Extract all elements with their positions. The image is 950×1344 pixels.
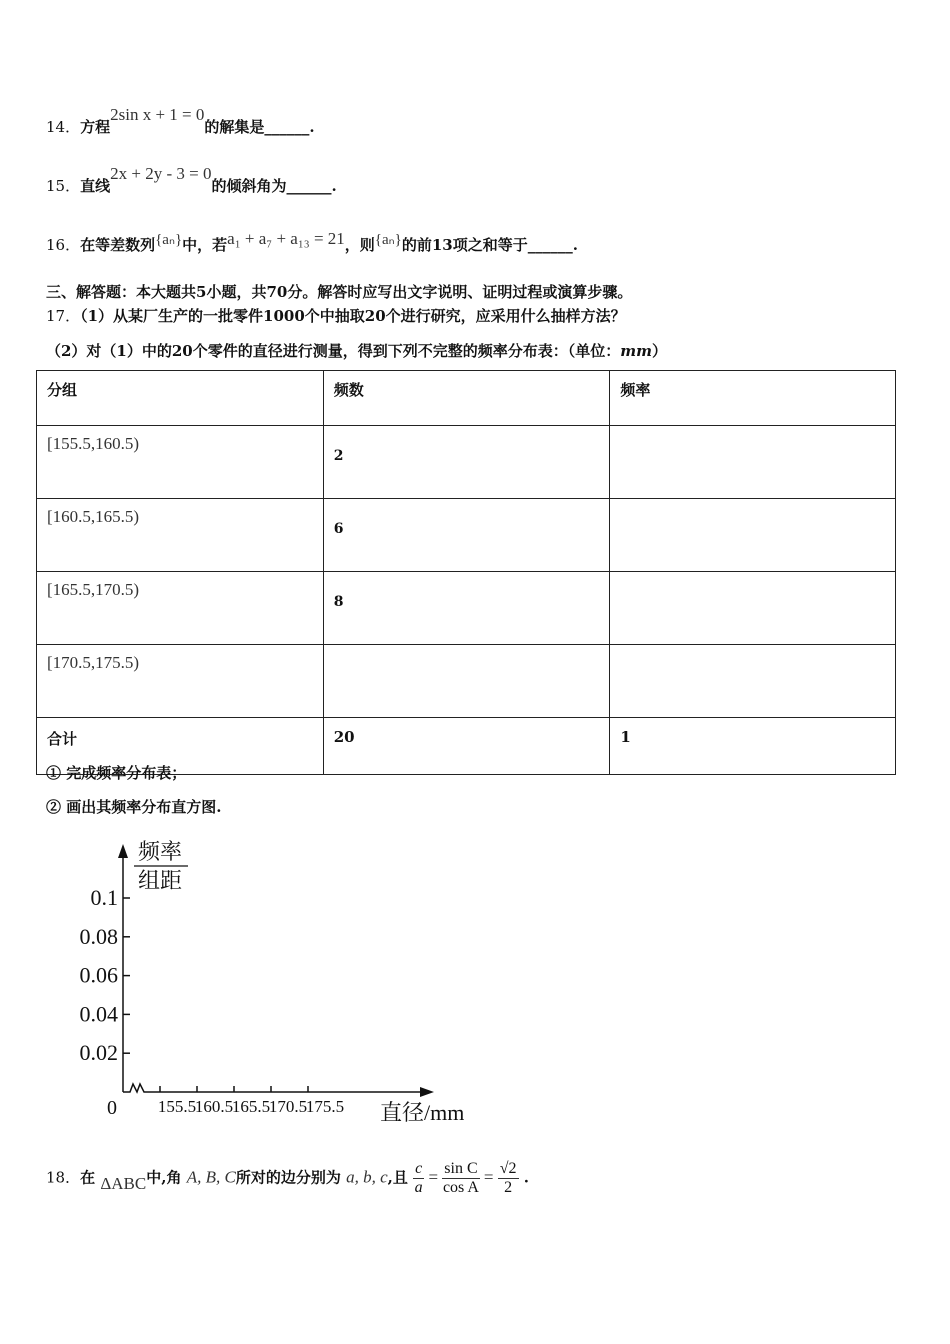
sequence-symbol: {aₙ} (155, 232, 183, 248)
group-frequency-cell[interactable] (610, 426, 896, 499)
origin-label: 0 (107, 1097, 117, 1119)
step-2: ② 画出其频率分布直方图. (46, 798, 222, 816)
group-interval: [160.5,165.5) (47, 507, 140, 526)
y-tick-label: 0.08 (79, 923, 118, 949)
fraction-sinc-over-cosa: $\frac{\text{sin C}}{\text{cos A}}$ (442, 1160, 479, 1196)
question-number: 15． (46, 177, 81, 195)
y-tick-label: 0.04 (79, 1001, 118, 1027)
table-row (37, 572, 896, 645)
angle-symbols: A, B, C (186, 1167, 236, 1187)
group-count: 2 (333, 448, 344, 464)
fraction-c-over-a: $\frac{c}{a}$ (414, 1160, 423, 1196)
answer-blank: ______ (286, 177, 332, 195)
header-frequency: 频率 (610, 371, 896, 426)
x-tick-label: 165.5 (231, 1097, 271, 1116)
total-count: 20 (323, 718, 610, 775)
group-count-cell[interactable] (334, 645, 600, 667)
y-tick-label: 0.06 (79, 962, 118, 988)
group-frequency-cell[interactable] (610, 499, 896, 572)
question-number: 14． (46, 118, 81, 136)
step-1: ① 完成频率分布表； (46, 764, 187, 782)
triangle-symbol: ΔABC (100, 1173, 147, 1193)
total-frequency: 1 (610, 718, 896, 775)
section-heading: 三、解答题：本大题共5小题，共70分。解答时应写出文字说明、证明过程或演算步骤。 (46, 283, 633, 301)
histogram-axes (60, 830, 500, 1130)
question-17-part1: 17．（1）从某厂生产的一批零件1000个中抽取20个进行研究，应采用什么抽样方法？ (46, 307, 626, 325)
table-row (37, 499, 896, 572)
group-frequency-cell[interactable] (610, 645, 896, 718)
equation: 2sin x + 1 = 0 (110, 105, 205, 124)
group-count: 8 (333, 594, 344, 610)
table-row (37, 426, 896, 499)
question-16: 16．在等差数列{aₙ}中，若a₁ + a₇ + a₁₃ = 21，则{aₙ}的前13项之和等于______. (46, 229, 578, 254)
question-15: 15．直线2x + 2y - 3 = 0的倾斜角为______. (46, 164, 337, 195)
question-number: 16． (46, 236, 81, 254)
equation: 2x + 2y - 3 = 0 (110, 164, 212, 183)
question-number: 18． (46, 1168, 81, 1187)
unit: mm (620, 342, 653, 360)
condition-equation: a₁ + a₇ + a₁₃ = 21 (227, 229, 345, 248)
question-number: 17． (46, 307, 81, 325)
group-interval: [165.5,170.5) (47, 580, 140, 599)
answer-blank: ______ (264, 118, 310, 136)
table-row (37, 645, 896, 718)
header-group: 分组 (37, 371, 324, 426)
x-axis-arrow (420, 1087, 434, 1097)
y-tick-label: 0.02 (79, 1040, 118, 1066)
x-tick-label: 170.5 (268, 1097, 308, 1116)
x-tick-label: 160.5 (194, 1097, 234, 1116)
sequence-symbol: {aₙ} (374, 232, 402, 248)
y-tick-label: 0.1 (90, 885, 118, 910)
y-axis-label-top: 频率 (138, 839, 183, 864)
frequency-table (36, 370, 896, 775)
question-14: 14．方程2sin x + 1 = 0的解集是______. (46, 105, 315, 136)
group-frequency-cell[interactable] (610, 572, 896, 645)
group-interval: [155.5,160.5) (47, 434, 140, 453)
side-symbols: a, b, c (346, 1167, 388, 1187)
group-count: 6 (333, 521, 344, 537)
question-18: 18．在 ΔABC中,角 A, B, C所对的边分别为 a, b, c,且 $\frac{c}{a}$ = $\frac{\text{sin C}}{\text{cos A}}$ = $\frac{√2}{2}$ . (46, 1160, 529, 1196)
total-label: 合计 (37, 718, 324, 775)
x-axis-line (123, 1084, 425, 1092)
fraction-sqrt2-over-2: $\frac{√2}{2}$ (499, 1160, 517, 1196)
group-interval: [170.5,175.5) (47, 653, 140, 672)
x-tick-label: 155.5 (157, 1097, 197, 1116)
question-17-part2: （2）对（1）中的20个零件的直径进行测量，得到下列不完整的频率分布表：（单位：mm） (46, 342, 668, 360)
y-axis-arrow (118, 844, 128, 858)
y-axis-label-bottom: 组距 (138, 868, 183, 893)
x-axis-label: 直径/mm (380, 1100, 465, 1125)
x-tick-label: 175.5 (305, 1097, 345, 1116)
answer-blank: ______ (527, 236, 573, 254)
header-count: 频数 (323, 371, 610, 426)
table-header-row (37, 371, 896, 426)
